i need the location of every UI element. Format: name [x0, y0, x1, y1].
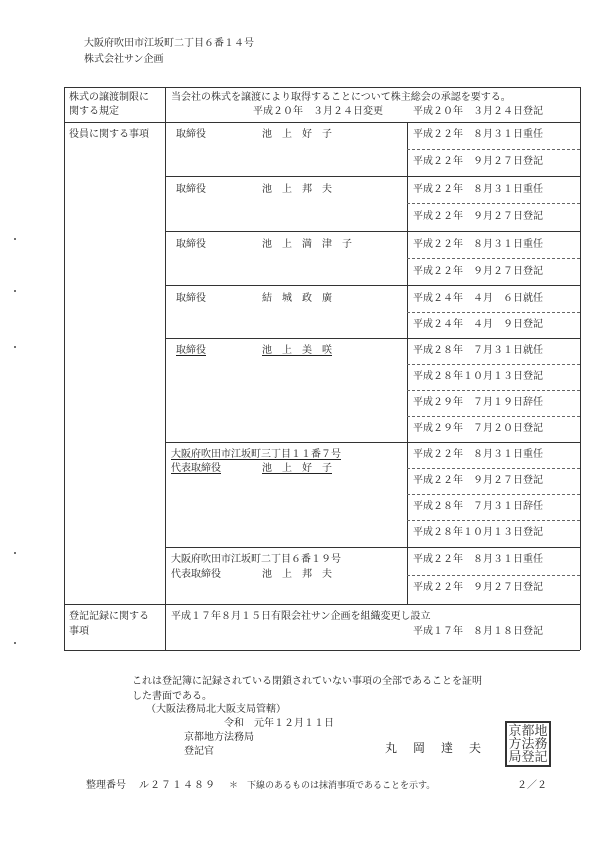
officer-entry: 平成２２年 ９月２７日登記	[413, 266, 543, 277]
officer-entry: 平成２８年１０月１３日登記	[413, 527, 543, 538]
share-transfer-label-1: 株式の譲渡制限に	[69, 92, 149, 103]
officer-title: 取締役	[176, 129, 206, 140]
officer-name: 池 上 邦 夫	[262, 569, 332, 580]
page-number: ２／２	[517, 780, 547, 791]
seal-char: 記	[534, 749, 548, 765]
share-transfer-registered: 平成２０年 ３月２４日登記	[413, 106, 543, 117]
officer-entry: 平成２２年 ８月３１日重任	[413, 239, 543, 250]
officer-title: 代表取締役	[171, 463, 221, 474]
officer-entry: 平成２８年 ７月３１日辞任	[413, 501, 543, 512]
margin-dot	[14, 238, 16, 240]
underline-note: ＊ 下線のあるものは抹消事項であることを示す。	[229, 781, 436, 791]
margin-dot	[14, 346, 16, 348]
officer-entry: 平成２９年 ７月２０日登記	[413, 423, 543, 434]
registry-record-label-2: 事項	[69, 626, 89, 637]
officer-address: 大阪府吹田市江坂町三丁目１１番７号	[171, 449, 341, 460]
margin-dot	[14, 290, 16, 292]
officer-title: 取締役	[176, 345, 206, 356]
seal-char: 京	[508, 723, 522, 739]
officer-name: 池 上 満 津 子	[262, 239, 352, 250]
share-transfer-label-2: 関する規定	[69, 106, 119, 117]
officer-entry: 平成２２年 ８月３１日重任	[413, 129, 543, 140]
seal-char: 局	[508, 749, 522, 765]
seal-char: 登	[521, 749, 535, 765]
registry-record-label-1: 登記記録に関する	[69, 611, 149, 622]
officer-name: 池 上 好 子	[262, 129, 332, 140]
margin-dot	[14, 642, 16, 644]
officer-address: 大阪府吹田市江坂町二丁目６番１９号	[171, 554, 341, 565]
margin-dot	[14, 552, 16, 554]
officer-entry: 平成２２年 ９月２７日登記	[413, 582, 543, 593]
officer-entry: 平成２２年 ９月２７日登記	[413, 156, 543, 167]
company-address: 大阪府吹田市江坂町二丁目６番１４号	[84, 38, 254, 49]
certification-line-1: これは登記簿に記録されている閉鎖されていない事項の全部であることを証明	[132, 676, 482, 687]
officer-entry: 平成２２年 ９月２７日登記	[413, 211, 543, 222]
reference-label: 整理番号	[86, 780, 126, 791]
officer-title: 取締役	[176, 293, 206, 304]
certification-line-2: した書面である。	[132, 691, 212, 702]
registry-record-text: 平成１７年８月１５日有限会社サン企画を組織変更し設立	[171, 611, 431, 622]
company-name: 株式会社サン企画	[84, 54, 164, 65]
certification-bureau: 京都地方法務局	[184, 732, 254, 743]
seal-char: 都	[521, 723, 535, 739]
certification-officer-name: 丸 岡 達 夫	[385, 741, 484, 755]
officers-label: 役員に関する事項	[69, 129, 149, 140]
officer-title: 取締役	[176, 184, 206, 195]
certification-date: 令和 元年１２月１１日	[224, 718, 334, 729]
seal-char: 方	[508, 736, 522, 752]
seal-char: 地	[534, 723, 548, 739]
registry-record-registered: 平成１７年 ８月１８日登記	[413, 626, 543, 637]
officer-entry: 平成２８年 ７月３１日就任	[413, 345, 543, 356]
officer-entry: 平成２８年１０月１３日登記	[413, 371, 543, 382]
certification-officer-title: 登記官	[184, 746, 214, 757]
officer-entry: 平成２４年 ４月 ６日就任	[413, 293, 543, 304]
officer-name: 結 城 政 廣	[262, 293, 332, 304]
officer-entry: 平成２９年 ７月１９日辞任	[413, 397, 543, 408]
officer-name: 池 上 好 子	[262, 463, 332, 474]
seal-char: 務	[534, 736, 548, 752]
officer-entry: 平成２２年 ８月３１日重任	[413, 184, 543, 195]
officer-entry: 平成２２年 ８月３１日重任	[413, 449, 543, 460]
officer-title: 取締役	[176, 239, 206, 250]
officer-entry: 平成２２年 ９月２７日登記	[413, 475, 543, 486]
officer-name: 池 上 邦 夫	[262, 184, 332, 195]
officer-title: 代表取締役	[171, 569, 221, 580]
reference-number: ル２７１４８９	[139, 780, 216, 791]
officer-entry: 平成２４年 ４月 ９日登記	[413, 319, 543, 330]
certification-jurisdiction: （大阪法務局北大阪支局管轄）	[146, 704, 286, 715]
share-transfer-changed: 平成２０年 ３月２４日変更	[253, 106, 383, 117]
official-seal	[505, 721, 551, 767]
seal-char: 法	[521, 736, 535, 752]
officer-entry: 平成２２年 ８月３１日重任	[413, 554, 543, 565]
officer-name: 池 上 美 咲	[262, 345, 332, 356]
share-transfer-text: 当会社の株式を譲渡により取得することについて株主総会の承認を要する。	[171, 92, 511, 103]
